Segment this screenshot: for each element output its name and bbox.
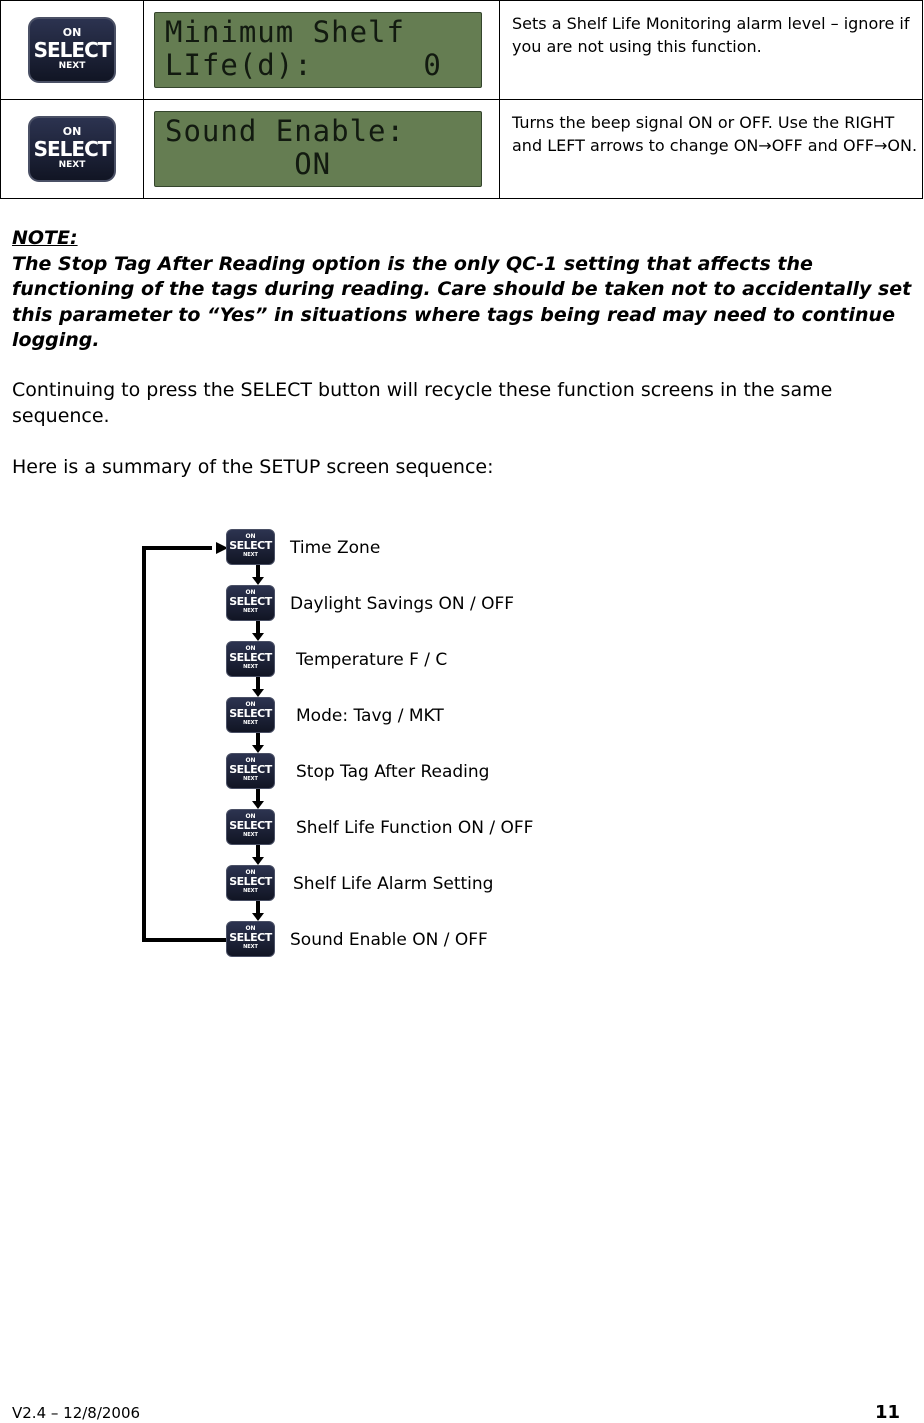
sequence-arrowhead xyxy=(252,745,264,753)
select-button-icon: ON SELECT NEXT xyxy=(226,921,275,957)
select-button-icon: ON SELECT NEXT xyxy=(226,697,275,733)
row-description: Turns the beep signal ON or OFF. Use the RIGHT and LEFT arrows to change ON→OFF and OFF→ON. xyxy=(500,100,923,199)
sequence-step-label: Temperature F / C xyxy=(296,650,448,670)
sequence-step-label: Sound Enable ON / OFF xyxy=(290,930,488,950)
sequence-step-label: Shelf Life Alarm Setting xyxy=(293,874,494,894)
select-button-icon: ON SELECT NEXT xyxy=(226,641,275,677)
arrow-right-icon: → xyxy=(873,136,888,155)
note-heading: NOTE: xyxy=(12,227,78,249)
sequence-arrowhead xyxy=(252,857,264,865)
sequence-arrowhead xyxy=(252,689,264,697)
select-button-icon: ON SELECT NEXT xyxy=(226,809,275,845)
lcd-display: Sound Enable: ON xyxy=(154,111,482,187)
loop-back-line xyxy=(144,548,228,940)
sequence-arrowhead xyxy=(252,577,264,585)
sequence-step-label: Daylight Savings ON / OFF xyxy=(290,594,515,614)
sequence-arrowhead xyxy=(252,633,264,641)
sequence-step-label: Stop Tag After Reading xyxy=(296,762,490,782)
sequence-arrowhead xyxy=(252,801,264,809)
select-button-icon: ON SELECT NEXT xyxy=(226,529,275,565)
sequence-arrowhead xyxy=(252,913,264,921)
select-button-icon: ON SELECT NEXT xyxy=(226,753,275,789)
page-number: 11 xyxy=(874,1402,900,1423)
select-button-icon: ON SELECT NEXT xyxy=(28,17,116,83)
sequence-step-label: Time Zone xyxy=(290,538,381,558)
paragraph-continue: Continuing to press the SELECT button will recycle these function screens in the same sequence. xyxy=(12,379,833,427)
sequence-step-label: Shelf Life Function ON / OFF xyxy=(296,818,534,838)
sequence-step-label: Mode: Tavg / MKT xyxy=(296,706,444,726)
paragraph-summary: Here is a summary of the SETUP screen sequence: xyxy=(12,456,494,478)
lcd-display: Minimum Shelf LIfe(d): 0 xyxy=(154,12,482,88)
select-button-icon: ON SELECT NEXT xyxy=(28,116,116,182)
note-body: The Stop Tag After Reading option is the only QC-1 setting that affects the functioning of the tags during reading. Care should be taken not to accidentally set this parameter to “Yes” in situations where tags being read may need to continue logging. xyxy=(12,252,912,351)
arrow-right-icon: → xyxy=(758,136,772,155)
select-button-icon: ON SELECT NEXT xyxy=(226,585,275,621)
footer-version: V2.4 – 12/8/2006 xyxy=(12,1404,141,1422)
select-button-icon: ON SELECT NEXT xyxy=(226,865,275,901)
row-description: Sets a Shelf Life Monitoring alarm level – ignore if you are not using this function. xyxy=(500,1,923,100)
